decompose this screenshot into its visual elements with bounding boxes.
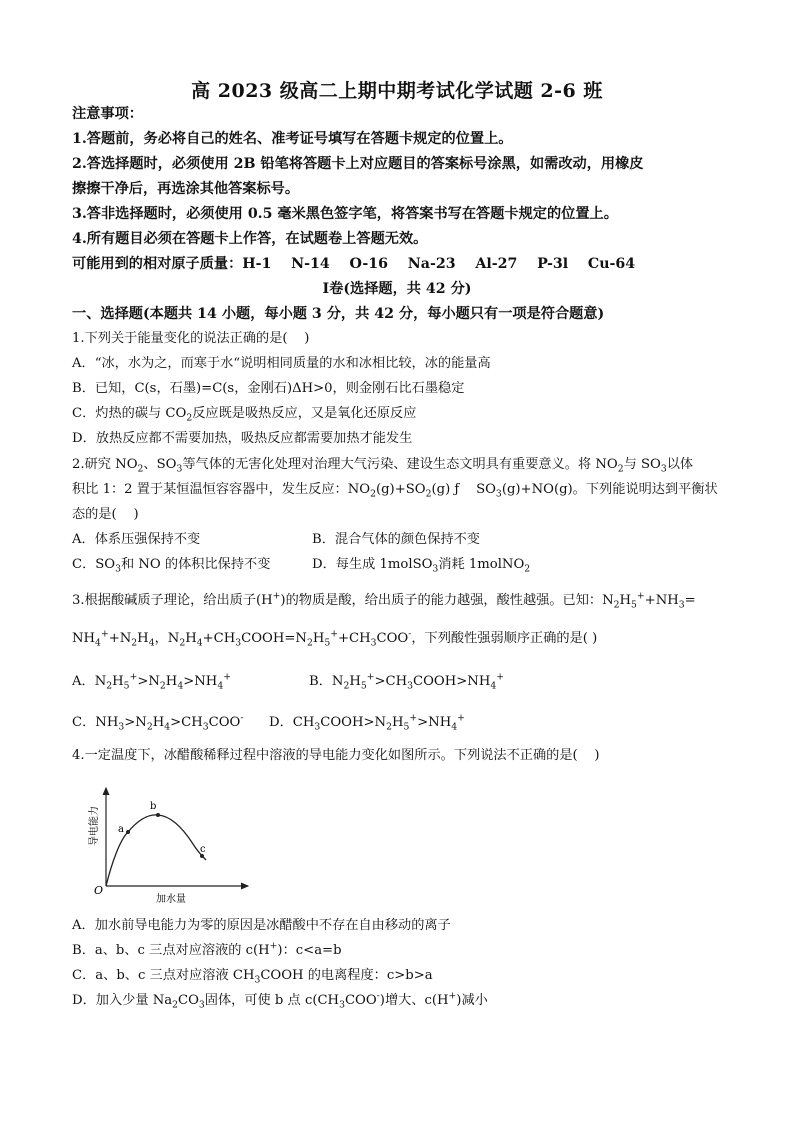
- conductivity-graph: [88, 782, 258, 907]
- notice-item-3: 3.答非选择题时，必须使用 0.5 毫米黑色签字笔，将答案书写在答题卡规定的位置上。: [72, 206, 618, 222]
- atomic-masses: 可能用到的相对原子质量：H-1 N-14 O-16 Na-23 Al-27 P-3l Cu-64: [72, 256, 636, 272]
- section-title: Ⅰ卷(选择题，共 42 分): [322, 281, 472, 297]
- q4-stem: 4.一定温度下，冰醋酸稀释过程中溶液的导电能力变化如图所示。下列说法不正确的是( ): [72, 748, 600, 763]
- point-a-dot: [126, 830, 130, 834]
- notice-item-2-cont: 擦擦干净后，再选涂其他答案标号。: [72, 181, 300, 197]
- q2-option-c: C．$SO_3$和 NO 的体积比保持不变: [72, 557, 271, 575]
- q1-option-a: A．“冰，水为之，而寒于水“说明相同质量的水和冰相比较，冰的能量高: [72, 356, 491, 371]
- q2-stem-line3: 态的是( ): [72, 507, 139, 522]
- q1-option-b: B．已知，C(s，石墨)=C(s，金刚石)ΔH>0，则金刚石比石墨稳定: [72, 381, 465, 396]
- q2-option-d: D．每生成 1molSO$_3$消耗 1molNO$_2$: [312, 557, 531, 575]
- q1-option-c: C．灼热的碳与 $CO_2$反应既是吸热反应，又是氧化还原反应: [72, 406, 417, 424]
- q4-option-b: B．a、b、c 三点对应溶液的 c(H+)：c<a=b: [72, 940, 342, 958]
- q2-stem-line2: 积比 1：2 置于某恒温恒容容器中，发生反应：$NO_2(g)+SO_2(g)$ ƒ $SO_3(g)+NO(g)$。下列能说明达到平衡状: [72, 482, 718, 500]
- notice-heading: 注意事项：: [72, 106, 143, 122]
- section-instruction: 一、选择题(本题共 14 小题，每小题 3 分，共 42 分，每小题只有一项是符合题意): [72, 306, 605, 322]
- origin-label: O: [94, 884, 104, 897]
- q4-option-d: D．加入少量 $Na_2CO_3$固体，可使 b 点 $c(CH_3COO^-)$增大、c(H+)减小: [72, 990, 488, 1011]
- notice-item-4: 4.所有题目必须在答题卡上作答，在试题卷上答题无效。: [72, 231, 428, 247]
- q2-stem-line1: 2.研究 $NO_2$、$SO_3$等气体的无害化处理对治理大气污染、建设生态文明具有重要意义。将 $NO_2$与 $SO_3$以体: [72, 457, 694, 475]
- point-b-dot: [156, 813, 160, 817]
- notice-item-1: 1.答题前，务必将自己的姓名、准考证号填写在答题卡规定的位置上。: [72, 131, 513, 147]
- y-axis-label: 导电能力: [89, 806, 100, 846]
- q3-option-a: A．$N_2H_5^+>N_2H_4>NH_4^+$: [72, 671, 231, 692]
- q3-stem-line2: $NH_4^++N_2H_4$，$N_2H_4+CH_3COOH=N_2H_5^++CH_3COO^-$，下列酸性强弱顺序正确的是( ): [72, 628, 598, 649]
- point-c-label: c: [200, 844, 206, 855]
- q4-option-c: C．a、b、c 三点对应溶液 $CH_3COOH$ 的电离程度：c>b>a: [72, 968, 433, 986]
- q2-option-b: B．混合气体的颜色保持不变: [312, 532, 480, 547]
- x-axis-label: 加水量: [156, 894, 186, 905]
- notice-item-2: 2.答选择题时，必须使用 2B 铅笔将答题卡上对应题目的答案标号涂黑，如需改动，用橡皮: [72, 156, 644, 172]
- q2-option-a: A．体系压强保持不变: [72, 532, 201, 547]
- q3-option-d: D．$CH_3COOH>N_2H_5^+>NH_4^+$: [269, 712, 465, 733]
- point-b-label: b: [150, 801, 157, 812]
- point-a-label: a: [118, 824, 124, 835]
- exam-title: 高 2023 级高二上期中期考试化学试题 2-6 班: [191, 80, 603, 102]
- q3-option-b: B．$N_2H_5^+>CH_3COOH>NH_4^+$: [309, 671, 504, 692]
- q1-option-d: D．放热反应都不需要加热，吸热反应都需要加热才能发生: [72, 431, 413, 446]
- q1-stem: 1.下列关于能量变化的说法正确的是( ): [72, 331, 310, 346]
- q3-option-c: C．$NH_3>N_2H_4>CH_3COO^-$: [72, 712, 244, 733]
- q3-stem-line1: 3.根据酸碱质子理论，给出质子(H+)的物质是酸，给出质子的能力越强，酸性越强。已知：$N_2H_5^++NH_3=$: [72, 590, 696, 611]
- q4-option-a: A．加水前导电能力为零的原因是冰醋酸中不存在自由移动的离子: [72, 918, 451, 933]
